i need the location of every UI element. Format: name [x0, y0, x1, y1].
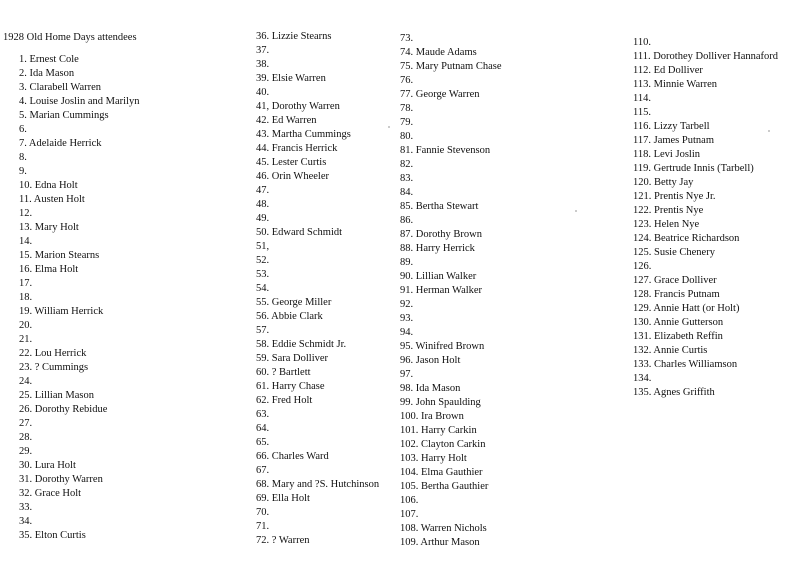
attendee-entry: 51,	[256, 241, 270, 252]
attendee-entry: 95. Winifred Brown	[400, 341, 485, 352]
attendee-entry: 62. Fred Holt	[256, 395, 313, 406]
attendee-entry: 35. Elton Curtis	[19, 530, 86, 541]
attendee-entry: 58. Eddie Schmidt Jr.	[256, 339, 347, 350]
attendee-entry: 14.	[19, 236, 33, 247]
attendee-entry: 4. Louise Joslin and Marilyn	[19, 96, 140, 107]
attendee-entry: 71.	[256, 521, 270, 532]
attendee-entry: 5. Marian Cummings	[19, 110, 109, 121]
attendee-entry: 108. Warren Nichols	[400, 523, 487, 534]
attendee-entry: 64.	[256, 423, 270, 434]
attendee-entry: 60. ? Bartlett	[256, 367, 311, 378]
attendee-entry: 131. Elizabeth Reffin	[633, 331, 723, 342]
attendee-entry: 41, Dorothy Warren	[256, 101, 340, 112]
attendee-entry: 66. Charles Ward	[256, 451, 329, 462]
attendee-entry: 46. Orin Wheeler	[256, 171, 329, 182]
attendee-entry: 18.	[19, 292, 33, 303]
attendee-entry: 80.	[400, 131, 414, 142]
attendee-entry: 74. Maude Adams	[400, 47, 477, 58]
attendee-entry: 132. Annie Curtis	[633, 345, 708, 356]
attendee-entry: 1. Ernest Cole	[19, 54, 79, 65]
attendee-entry: 83.	[400, 173, 414, 184]
attendee-entry: 117. James Putnam	[633, 135, 714, 146]
attendee-entry: 34.	[19, 516, 33, 527]
attendee-entry: 68. Mary and ?S. Hutchinson	[256, 479, 380, 490]
attendee-entry: 47.	[256, 185, 270, 196]
attendee-entry: 31. Dorothy Warren	[19, 474, 103, 485]
scan-speck	[388, 126, 390, 128]
attendee-entry: 124. Beatrice Richardson	[633, 233, 740, 244]
attendee-entry: 73.	[400, 33, 414, 44]
attendee-entry: 130. Annie Gutterson	[633, 317, 724, 328]
attendee-entry: 8.	[19, 152, 27, 163]
attendee-entry: 7. Adelaide Herrick	[19, 138, 102, 149]
scan-speck	[575, 210, 577, 212]
attendee-column-2	[256, 30, 379, 548]
attendee-entry: 55. George Miller	[256, 297, 332, 308]
attendee-entry: 59. Sara Dolliver	[256, 353, 329, 364]
attendee-entry: 16. Elma Holt	[19, 264, 79, 275]
attendee-entry: 17.	[19, 278, 33, 289]
attendee-column-4	[633, 36, 778, 400]
attendee-entry: 19. William Herrick	[19, 306, 104, 317]
attendee-entry: 78.	[400, 103, 414, 114]
attendee-entry: 72. ? Warren	[256, 535, 310, 546]
attendee-entry: 104. Elma Gauthier	[400, 467, 483, 478]
attendee-entry: 52.	[256, 255, 270, 266]
attendee-entry: 11. Austen Holt	[19, 194, 85, 205]
attendee-entry: 75. Mary Putnam Chase	[400, 61, 502, 72]
attendee-entry: 99. John Spaulding	[400, 397, 481, 408]
attendee-entry: 120. Betty Jay	[633, 177, 694, 188]
attendee-column-3	[400, 32, 502, 550]
attendee-entry: 128. Francis Putnam	[633, 289, 720, 300]
attendee-entry: 12.	[19, 208, 33, 219]
attendee-entry: 6.	[19, 124, 27, 135]
scan-speck	[768, 130, 770, 132]
attendee-entry: 70.	[256, 507, 270, 518]
attendee-entry: 92.	[400, 299, 414, 310]
attendee-entry: 24.	[19, 376, 33, 387]
attendee-entry: 135. Agnes Griffith	[633, 387, 715, 398]
attendee-entry: 61. Harry Chase	[256, 381, 325, 392]
attendee-entry: 94.	[400, 327, 414, 338]
attendee-entry: 134.	[633, 373, 652, 384]
attendee-entry: 36. Lizzie Stearns	[256, 31, 332, 42]
attendee-entry: 67.	[256, 465, 270, 476]
attendee-entry: 101. Harry Carkin	[400, 425, 477, 436]
attendee-entry: 119. Gertrude Innis (Tarbell)	[633, 163, 754, 174]
attendee-entry: 88. Harry Herrick	[400, 243, 475, 254]
attendee-entry: 56. Abbie Clark	[256, 311, 323, 322]
attendee-entry: 63.	[256, 409, 270, 420]
attendee-entry: 22. Lou Herrick	[19, 348, 87, 359]
attendee-entry: 97.	[400, 369, 414, 380]
attendee-entry: 54.	[256, 283, 270, 294]
attendee-entry: 116. Lizzy Tarbell	[633, 121, 710, 132]
attendee-entry: 114.	[633, 93, 651, 104]
attendee-entry: 2. Ida Mason	[19, 68, 75, 79]
attendee-entry: 105. Bertha Gauthier	[400, 481, 489, 492]
attendee-entry: 118. Levi Joslin	[633, 149, 700, 160]
attendee-entry: 112. Ed Dolliver	[633, 65, 703, 76]
attendee-entry: 82.	[400, 159, 414, 170]
attendee-entry: 98. Ida Mason	[400, 383, 461, 394]
attendee-entry: 69. Ella Holt	[256, 493, 310, 504]
attendee-entry: 89.	[400, 257, 414, 268]
attendee-entry: 106.	[400, 495, 419, 506]
attendee-entry: 29.	[19, 446, 33, 457]
attendee-entry: 25. Lillian Mason	[19, 390, 94, 401]
attendee-entry: 86.	[400, 215, 414, 226]
attendee-entry: 125. Susie Chenery	[633, 247, 715, 258]
attendee-entry: 81. Fannie Stevenson	[400, 145, 491, 156]
attendee-entry: 32. Grace Holt	[19, 488, 82, 499]
attendee-entry: 38.	[256, 59, 270, 70]
attendee-entry: 85. Bertha Stewart	[400, 201, 479, 212]
attendee-entry: 3. Clarabell Warren	[19, 82, 102, 93]
attendee-entry: 30. Lura Holt	[19, 460, 76, 471]
attendee-entry: 53.	[256, 269, 270, 280]
attendee-entry: 50. Edward Schmidt	[256, 227, 343, 238]
attendee-entry: 39. Elsie Warren	[256, 73, 326, 84]
attendee-column-1	[19, 53, 139, 543]
attendee-entry: 91. Herman Walker	[400, 285, 483, 296]
attendee-entry: 96. Jason Holt	[400, 355, 461, 366]
attendee-entry: 77. George Warren	[400, 89, 480, 100]
attendee-entry: 111. Dorothey Dolliver Hannaford	[633, 51, 779, 62]
attendee-entry: 49.	[256, 213, 270, 224]
attendee-entry: 23. ? Cummings	[19, 362, 89, 373]
attendee-entry: 127. Grace Dolliver	[633, 275, 717, 286]
attendee-entry: 84.	[400, 187, 414, 198]
attendee-entry: 48.	[256, 199, 270, 210]
attendee-entry: 87. Dorothy Brown	[400, 229, 482, 240]
attendee-entry: 103. Harry Holt	[400, 453, 467, 464]
attendee-entry: 65.	[256, 437, 270, 448]
attendee-entry: 57.	[256, 325, 270, 336]
attendee-entry: 27.	[19, 418, 33, 429]
attendee-entry: 15. Marion Stearns	[19, 250, 100, 261]
attendee-entry: 40.	[256, 87, 270, 98]
attendee-entry: 44. Francis Herrick	[256, 143, 338, 154]
attendee-entry: 129. Annie Hatt (or Holt)	[633, 303, 740, 314]
attendee-entry: 107.	[400, 509, 419, 520]
attendee-entry: 20.	[19, 320, 33, 331]
attendee-entry: 37.	[256, 45, 270, 56]
attendee-entry: 28.	[19, 432, 33, 443]
attendee-entry: 109. Arthur Mason	[400, 537, 480, 548]
attendee-entry: 102. Clayton Carkin	[400, 439, 486, 450]
attendee-entry: 43. Martha Cummings	[256, 129, 351, 140]
attendee-entry: 10. Edna Holt	[19, 180, 78, 191]
attendee-entry: 21.	[19, 334, 33, 345]
attendee-entry: 110.	[633, 37, 651, 48]
attendee-entry: 26. Dorothy Rebidue	[19, 404, 108, 415]
attendee-entry: 113. Minnie Warren	[633, 79, 718, 90]
attendee-entry: 9.	[19, 166, 27, 177]
attendee-entry: 45. Lester Curtis	[256, 157, 327, 168]
attendee-entry: 115.	[633, 107, 651, 118]
attendee-entry: 33.	[19, 502, 33, 513]
attendee-entry: 126.	[633, 261, 652, 272]
attendee-entry: 76.	[400, 75, 414, 86]
attendee-entry: 133. Charles Williamson	[633, 359, 738, 370]
attendee-entry: 123. Helen Nye	[633, 219, 700, 230]
attendee-entry: 13. Mary Holt	[19, 222, 79, 233]
attendee-entry: 121. Prentis Nye Jr.	[633, 191, 716, 202]
attendee-entry: 100. Ira Brown	[400, 411, 464, 422]
attendee-entry: 90. Lillian Walker	[400, 271, 477, 282]
attendee-entry: 79.	[400, 117, 414, 128]
attendee-entry: 42. Ed Warren	[256, 115, 317, 126]
attendee-entry: 122. Prentis Nye	[633, 205, 704, 216]
attendee-entry: 93.	[400, 313, 414, 324]
document-title: 1928 Old Home Days attendees	[3, 32, 137, 43]
